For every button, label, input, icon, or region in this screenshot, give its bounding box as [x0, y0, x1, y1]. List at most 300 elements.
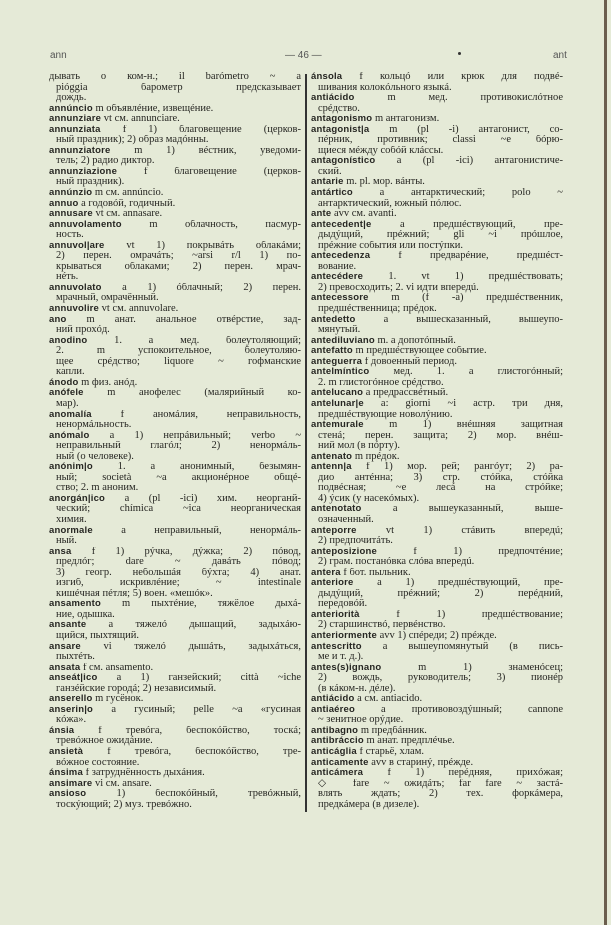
entry-line [311, 779, 563, 790]
definition-text: f бот. пы́льник. [343, 567, 411, 578]
entry-line [49, 251, 301, 262]
headword: antescritto [311, 641, 362, 652]
entry-line [311, 431, 563, 442]
headword: antarie [311, 177, 344, 188]
definition-text: ний прохóд. [56, 325, 110, 336]
definition-text: вóжное состояние. [56, 757, 140, 768]
definition-text: 2) вождь, руководитель; 3) пионéр [318, 673, 563, 684]
entry-line [311, 462, 563, 473]
definition-text: ~ зенитное орýдие. [318, 715, 404, 726]
definition-text: кóжа». [56, 715, 87, 726]
definition-text: ский. [318, 166, 342, 177]
dictionary-entry [311, 631, 563, 642]
headword: antefatto [311, 346, 353, 357]
dictionary-entry [311, 209, 563, 220]
headword: ansare [49, 641, 81, 652]
entry-line [311, 272, 563, 283]
entry-line [311, 536, 563, 547]
headword: ansamento [49, 599, 101, 610]
entry-line [49, 684, 301, 695]
definition-text: a 1) непрáвильный; verbo ~ [109, 430, 301, 441]
entry-line [49, 568, 301, 579]
definition-text: avv в старинý, прéжде. [371, 757, 474, 768]
entry-line [49, 367, 301, 378]
headword: ánsima [49, 768, 83, 779]
definition-text: 2) старшинствó, первéнство. [318, 620, 446, 631]
headword: antenotato [311, 504, 362, 515]
dictionary-entry [49, 72, 301, 104]
entry-line [49, 747, 301, 758]
dictionary-entry [49, 642, 301, 663]
dictionary-entry [49, 789, 301, 810]
definition-text: vt 1) покрывáть облакáми; [126, 240, 301, 251]
entry-line [311, 72, 563, 83]
dictionary-entry [311, 293, 563, 314]
entry-line [311, 715, 563, 726]
headword: antagonist|a [311, 124, 370, 135]
dictionary-entry [311, 272, 563, 293]
definition-text: a гусиный; pelle ~a «гусиная [111, 704, 301, 715]
entry-line [49, 293, 301, 304]
definition-text: a (pl -ici) антагонистиче- [396, 156, 563, 167]
entry-line [49, 768, 301, 779]
entry-line [49, 135, 301, 146]
headword: annuvolato [49, 282, 102, 293]
dictionary-entry [311, 399, 563, 420]
dictionary-entry [311, 736, 563, 747]
headword: anteriore [311, 578, 354, 589]
definition-text: нéть. [56, 272, 79, 283]
entry-line [49, 146, 301, 157]
definition-text: f тревóга, беспокóйство, тоскá; [98, 725, 301, 736]
dictionary-entry [49, 104, 301, 115]
dictionary-entry [311, 726, 563, 737]
entry-line [311, 578, 563, 589]
definition-text: a предшéствующий, пре- [399, 219, 563, 230]
entry-line [311, 230, 563, 241]
definition-text: щиеся мéжду собóй клáссы. [318, 145, 444, 156]
headword: anómalo [49, 430, 90, 441]
headword: antagonístico [311, 156, 376, 167]
entry-line [311, 452, 563, 463]
definition-text: f аномáлия, неправильность, [120, 409, 301, 420]
definition-text: a (pl -ici) хим. неорганй- [124, 493, 301, 504]
entry-line [49, 177, 301, 188]
entry-line [311, 420, 563, 431]
definition-text: пéрник, противник; classi ~e бóрю- [318, 135, 563, 146]
entry-line [311, 220, 563, 231]
headword: antiaéreo [311, 704, 356, 715]
dictionary-entry [311, 346, 563, 357]
dictionary-entry [311, 768, 563, 810]
definition-text: подвéсная; ~e лесá на стрóйке; [318, 483, 563, 494]
entry-line [49, 800, 301, 811]
dictionary-entry [311, 578, 563, 610]
headword: anseát|ico [49, 673, 98, 684]
dictionary-entry [49, 188, 301, 199]
definition-text: a вышеупомянутый (в пись- [382, 641, 563, 652]
entry-line [49, 410, 301, 421]
definition-text: f 1) мор. рей; рангóут; 2) ра- [366, 462, 563, 473]
entry-line [311, 114, 563, 125]
headword: antecédere [311, 272, 364, 283]
definition-text: a предрассвéтный. [365, 388, 449, 399]
dictionary-column-left [49, 72, 301, 810]
headword: anteguerra [311, 356, 363, 367]
definition-text: vi тяжелó дышáть, задыхáться, [103, 641, 301, 652]
dictionary-entry [311, 642, 563, 663]
definition-text: vt см. annuvolare. [101, 304, 179, 315]
entry-line [49, 536, 301, 547]
entry-line [311, 515, 563, 526]
entry-line [49, 346, 301, 357]
headword: ano [49, 314, 67, 325]
entry-line [311, 346, 563, 357]
entry-line [49, 156, 301, 167]
definition-text: 1) беспокóйный, тревóжный, [116, 789, 301, 800]
definition-text: ный праздник). [56, 177, 125, 188]
dictionary-entry [311, 177, 563, 188]
definition-text: f довоенный период. [364, 356, 457, 367]
definition-text: f 1) рýчка, дýжка; 2) пóвод, [91, 546, 301, 557]
definition-text: a см. antiacido. [357, 694, 423, 705]
headword: ansante [49, 620, 87, 631]
definition-text: f 1) предпочтéние; [413, 546, 563, 557]
entry-line [49, 758, 301, 769]
definition-text: f см. ansamento. [82, 662, 154, 673]
definition-text: 1. a анонимный, безымян- [117, 462, 301, 473]
entry-line [311, 684, 563, 695]
entry-line [49, 663, 301, 674]
definition-text: m см. annúncio. [94, 188, 164, 199]
definition-text: передовóй. [318, 599, 368, 610]
entry-line [49, 557, 301, 568]
dictionary-entry [49, 547, 301, 600]
dictionary-entry [49, 220, 301, 241]
entry-line [49, 93, 301, 104]
dictionary-entry [49, 768, 301, 779]
definition-text: предшéственница; прéдок. [318, 304, 437, 315]
definition-text: a 1) ганзейский; città ~iche [116, 673, 301, 684]
dictionary-entry [49, 747, 301, 768]
dictionary-entry [49, 125, 301, 146]
dictionary-entry [311, 758, 563, 769]
entry-line [311, 251, 563, 262]
definition-text: vt 1) стáвить впередú; [385, 525, 563, 536]
headword: antiácido [311, 694, 355, 705]
dictionary-entry [49, 620, 301, 641]
entry-line [311, 388, 563, 399]
entry-line [49, 199, 301, 210]
definition-text: химия. [56, 514, 87, 525]
entry-line [49, 336, 301, 347]
entry-line [311, 557, 563, 568]
dictionary-entry [311, 388, 563, 399]
entry-line [311, 747, 563, 758]
headword: antera [311, 567, 341, 578]
headword: annunziata [49, 124, 101, 135]
definition-text: avv 1) спéреди; 2) прéжде. [379, 630, 497, 641]
definition-text: 2) превосходить; 2. vi идти впередú. [318, 282, 479, 293]
dictionary-entry [49, 462, 301, 494]
headword: antiácido [311, 93, 355, 104]
dictionary-entry [311, 610, 563, 631]
entry-line [49, 726, 301, 737]
headword: antibagno [311, 725, 359, 736]
dictionary-entry [311, 694, 563, 705]
headword: annunziatore [49, 145, 111, 156]
headword: ansietà [49, 747, 84, 757]
entry-line [311, 93, 563, 104]
dictionary-entry [49, 388, 301, 409]
dictionary-entry [311, 125, 563, 157]
definition-text: m предшéствующее собы́тие. [355, 346, 487, 357]
entry-line [311, 135, 563, 146]
entry-line [49, 399, 301, 410]
definition-text: avv см. avanti. [333, 209, 397, 220]
definition-text: ность. [56, 230, 84, 241]
headword: antártico [311, 188, 353, 199]
dictionary-entry [311, 547, 563, 568]
entry-line [311, 378, 563, 389]
definition-text: 2) перен. омрачáть; ~arsi r/l 1) по- [56, 251, 301, 262]
entry-line [311, 125, 563, 136]
headword: anónim|o [49, 462, 93, 473]
definition-text: ный. [56, 536, 77, 547]
entry-line [49, 642, 301, 653]
definition-text: ние, одышка. [56, 609, 115, 620]
entry-line [311, 547, 563, 558]
definition-text: предлóг; dare ~ давáть пóвод; [56, 557, 301, 568]
entry-line [49, 357, 301, 368]
dictionary-entry [311, 114, 563, 125]
entry-line [311, 199, 563, 210]
definition-text: f 1) перéдняя, прихóжая; [387, 768, 563, 779]
headword: antibráccio [311, 736, 364, 747]
definition-text: предкáмера (в дизеле). [318, 799, 420, 810]
entry-line [311, 673, 563, 684]
headword: antelunar|e [311, 398, 364, 409]
definition-text: m предбáнник. [360, 725, 427, 736]
dictionary-entry [311, 663, 563, 695]
dictionary-entry [49, 694, 301, 705]
headword: anófele [49, 388, 84, 399]
entry-line [311, 241, 563, 252]
entry-line [49, 504, 301, 515]
entry-line [311, 736, 563, 747]
dictionary-entry [49, 378, 301, 389]
definition-text: f 1) благовещение (церков- [122, 124, 301, 135]
definition-text: 4) ýсик (у насекóмых). [318, 493, 420, 504]
dictionary-entry [49, 199, 301, 210]
definition-text: прéжние собы́тия или постýпки. [318, 240, 463, 251]
entry-line [49, 283, 301, 294]
definition-text: f старьё, хлам. [359, 747, 424, 757]
definition-text: a противовоздýшный; cannone [381, 704, 563, 715]
entry-line [49, 220, 301, 231]
definition-text: f благовещение (церков- [143, 166, 301, 177]
entry-line [49, 652, 301, 663]
dictionary-entry [311, 526, 563, 547]
definition-text: 3) геогр. небольшáя бýхта; 4) анат. [56, 567, 301, 578]
entry-line [49, 494, 301, 505]
dictionary-entry [311, 93, 563, 114]
dictionary-entry [311, 357, 563, 368]
definition-text: vt см. annasare. [95, 209, 163, 220]
definition-text: m прéдок. [354, 451, 400, 462]
entry-line [311, 705, 563, 716]
definition-text: f 1) предшéствование; [396, 609, 563, 620]
definition-text: 1. vt 1) предшéствовать; [388, 272, 563, 283]
dictionary-entry [49, 663, 301, 674]
headword: anteposizione [311, 546, 377, 557]
definition-text: a: giorni ~i астр. три дня, [380, 398, 563, 409]
headword: ansioso [49, 789, 87, 800]
definition-text: мянутый. [318, 325, 361, 336]
entry-line [49, 262, 301, 273]
entry-line [311, 631, 563, 642]
entry-line [311, 526, 563, 537]
entry-line [311, 293, 563, 304]
entry-line [311, 694, 563, 705]
definition-text: a неправильный, ненормáль- [121, 525, 301, 536]
dictionary-entry [49, 315, 301, 336]
definition-text: щее срéдство; liquore ~ гофманские [56, 356, 301, 367]
entry-line [49, 104, 301, 115]
entry-line [311, 473, 563, 484]
definition-text: ненормáльность. [56, 420, 132, 431]
entry-line [49, 599, 301, 610]
entry-line [311, 663, 563, 674]
entry-line [49, 388, 301, 399]
dictionary-entry [49, 431, 301, 463]
definition-text: a тяжелó дышащий, задыхáю- [108, 620, 301, 631]
entry-line [311, 146, 563, 157]
definition-text: дыдýщий, прéжний; gli ~i прóшлое, [318, 230, 563, 241]
definition-text: m. pl. мор. вáнты. [346, 177, 425, 188]
headword: annusare [49, 209, 93, 220]
dictionary-entry [49, 283, 301, 304]
definition-text: a годовóй, годичный. [81, 198, 176, 209]
entry-line [311, 800, 563, 811]
definition-text: a антарктический; polo ~ [379, 188, 563, 199]
dictionary-entry [49, 167, 301, 188]
definition-text: 2. m глистогóнное срéдство. [318, 377, 444, 388]
headword: ansa [49, 546, 72, 557]
headword: anticáglia [311, 747, 357, 757]
running-head-left: ann [50, 50, 67, 61]
entry-line [311, 726, 563, 737]
entry-line [49, 473, 301, 484]
headword: antedetto [311, 314, 356, 325]
headword: ansata [49, 662, 81, 673]
dictionary-entry [49, 526, 301, 547]
entry-line [49, 631, 301, 642]
definition-text: влять ждать; 2) тех. форкáмера, [318, 789, 563, 800]
definition-text: щийся, пыхтящий. [56, 630, 139, 641]
entry-line [311, 768, 563, 779]
headword: ánsia [49, 725, 75, 736]
definition-text: m 1) внéшняя защитная [389, 420, 563, 431]
entry-line [311, 167, 563, 178]
entry-line [311, 610, 563, 621]
definition-text: ный праздник); 2) образ мадóнны. [56, 135, 209, 146]
page-number: — 46 — [285, 50, 322, 61]
entry-line [49, 526, 301, 537]
definition-text: m. a допотóпный. [377, 335, 456, 346]
entry-line [49, 673, 301, 684]
entry-line [49, 736, 301, 747]
entry-line [311, 410, 563, 421]
definition-text: ческий; chímica ~ica неорганическая [56, 504, 301, 515]
headword: antelucano [311, 388, 364, 399]
definition-text: ство; 2. m аноним. [56, 483, 139, 494]
dictionary-entry [311, 72, 563, 93]
definition-text: m облачность, пасмур- [149, 219, 301, 230]
headword: antes(s)ignano [311, 662, 382, 673]
headword: anteriorità [311, 609, 360, 620]
entry-line [311, 283, 563, 294]
definition-text: a вышесказанный, вышеупо- [383, 314, 563, 325]
entry-line [49, 452, 301, 463]
definition-text: a вышеуказанный, выше- [392, 504, 563, 515]
definition-text: ный; società ~a акционéрное общé- [56, 472, 301, 483]
definition-text: 2) предпочитáть. [318, 536, 393, 547]
definition-text: (в кáком-н. дéле). [318, 683, 396, 694]
dictionary-entry [49, 705, 301, 726]
page-edge [604, 0, 607, 925]
headword: annúnzio [49, 188, 93, 199]
entry-line [311, 325, 563, 336]
entry-line [49, 272, 301, 283]
entry-line [49, 72, 301, 83]
definition-text: m анат. анальное отвéрстие, зад- [86, 314, 301, 325]
headword: anteriormente [311, 630, 377, 641]
dictionary-entry [311, 705, 563, 726]
definition-text: m пыхтéние, тяжёлое дыхá- [122, 599, 301, 610]
definition-text: ный (о человеке). [56, 451, 134, 462]
dictionary-entry [311, 420, 563, 452]
definition-text: означенный. [318, 514, 374, 525]
definition-text: vt см. annunciare. [103, 114, 180, 125]
entry-line [311, 599, 563, 610]
entry-line [49, 167, 301, 178]
headword: antecessore [311, 293, 369, 304]
headword: annuvol|are [49, 240, 105, 251]
entry-line [49, 779, 301, 790]
dictionary-column-right [311, 72, 563, 810]
definition-text: ний мол (в пóрту). [318, 441, 400, 452]
entry-line [49, 789, 301, 800]
dictionary-entry [49, 146, 301, 167]
definition-text: мед. 1. a глистогóнный; [393, 367, 563, 378]
entry-line [49, 188, 301, 199]
definition-text: m анофелес (малярийный ко- [107, 388, 301, 399]
dictionary-entry [49, 673, 301, 694]
headword: annuo [49, 198, 79, 209]
dictionary-entry [311, 504, 563, 525]
entry-line [311, 789, 563, 800]
headword: antecedent|e [311, 219, 372, 230]
headword: anticámera [311, 768, 364, 779]
entry-line [311, 357, 563, 368]
definition-text: мар). [56, 398, 79, 409]
definition-text: m 1) вéстник, уведоми- [134, 145, 301, 156]
definition-text: кишéчная пéтля; 5) воен. «мешóк». [56, 588, 213, 599]
headword: anomalía [49, 409, 92, 420]
dictionary-entry [49, 336, 301, 378]
definition-text: ◇ fare ~ ожидáть; far fare ~ застá- [318, 778, 563, 789]
